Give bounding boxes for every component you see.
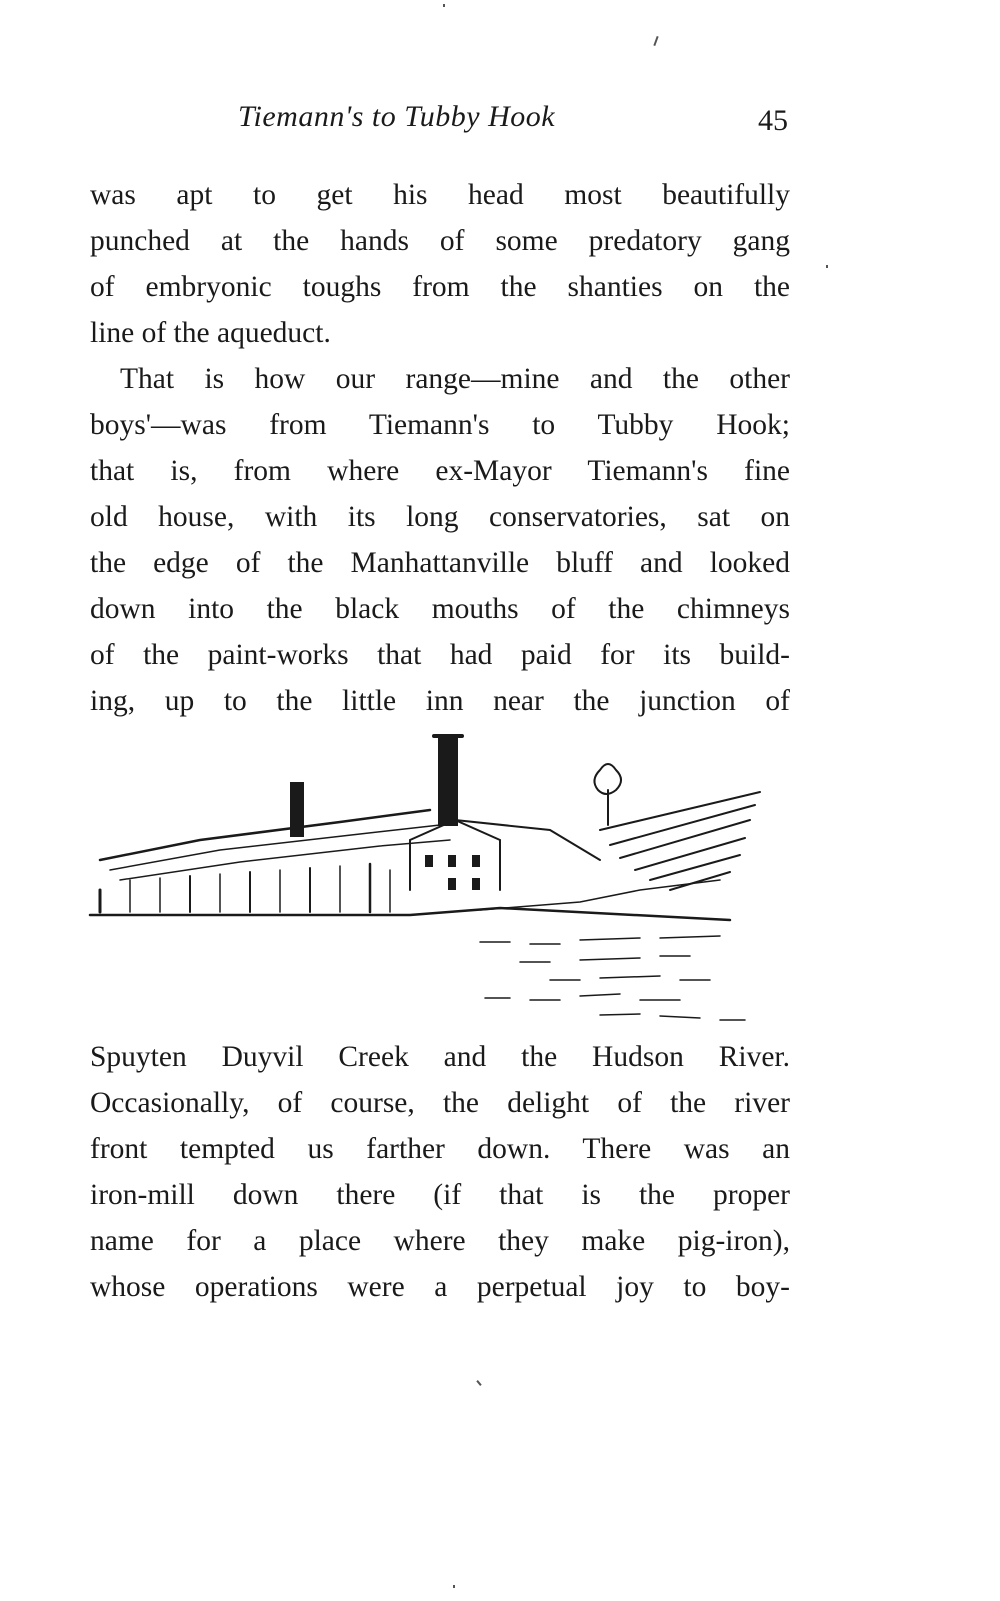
scan-speck [453, 1585, 455, 1588]
text-line: of embryonic toughs from the shanties on the [90, 271, 790, 303]
scan-speck [653, 36, 658, 46]
text-line: That is how our range—mine and the other [120, 363, 790, 395]
running-title: Tiemann's to Tubby Hook [238, 100, 556, 133]
text-line: iron-mill down there (if that is the proper [90, 1179, 790, 1211]
scan-speck [476, 1380, 481, 1386]
text-line: Occasionally, of course, the delight of the river [90, 1087, 790, 1119]
paint-works-illustration [80, 730, 780, 1030]
scan-speck [443, 4, 445, 7]
text-line: boys'—was from Tiemann's to Tubby Hook; [90, 409, 790, 441]
text-block-top [90, 172, 790, 724]
text-line: of the paint-works that had paid for its build- [90, 639, 790, 671]
text-line: ing, up to the little inn near the junction of [90, 685, 790, 717]
text-line: that is, from where ex-Mayor Tiemann's fine [90, 455, 790, 487]
text-line: Spuyten Duyvil Creek and the Hudson River. [90, 1041, 790, 1073]
text-line: front tempted us farther down. There was an [90, 1133, 790, 1165]
text-line: old house, with its long conservatories, sat on [90, 501, 790, 533]
scan-speck [826, 265, 828, 268]
text-line: was apt to get his head most beautifully [90, 179, 790, 211]
text-line: line of the aqueduct. [90, 317, 331, 349]
text-line: whose operations were a perpetual joy to boy- [90, 1271, 790, 1303]
running-head [0, 100, 1000, 140]
page-number: 45 [758, 104, 788, 137]
text-line: the edge of the Manhattanville bluff and looked [90, 547, 790, 579]
text-line: name for a place where they make pig-iron), [90, 1225, 790, 1257]
text-block-bottom [90, 1034, 790, 1310]
text-line: down into the black mouths of the chimneys [90, 593, 790, 625]
text-line: punched at the hands of some predatory gang [90, 225, 790, 257]
